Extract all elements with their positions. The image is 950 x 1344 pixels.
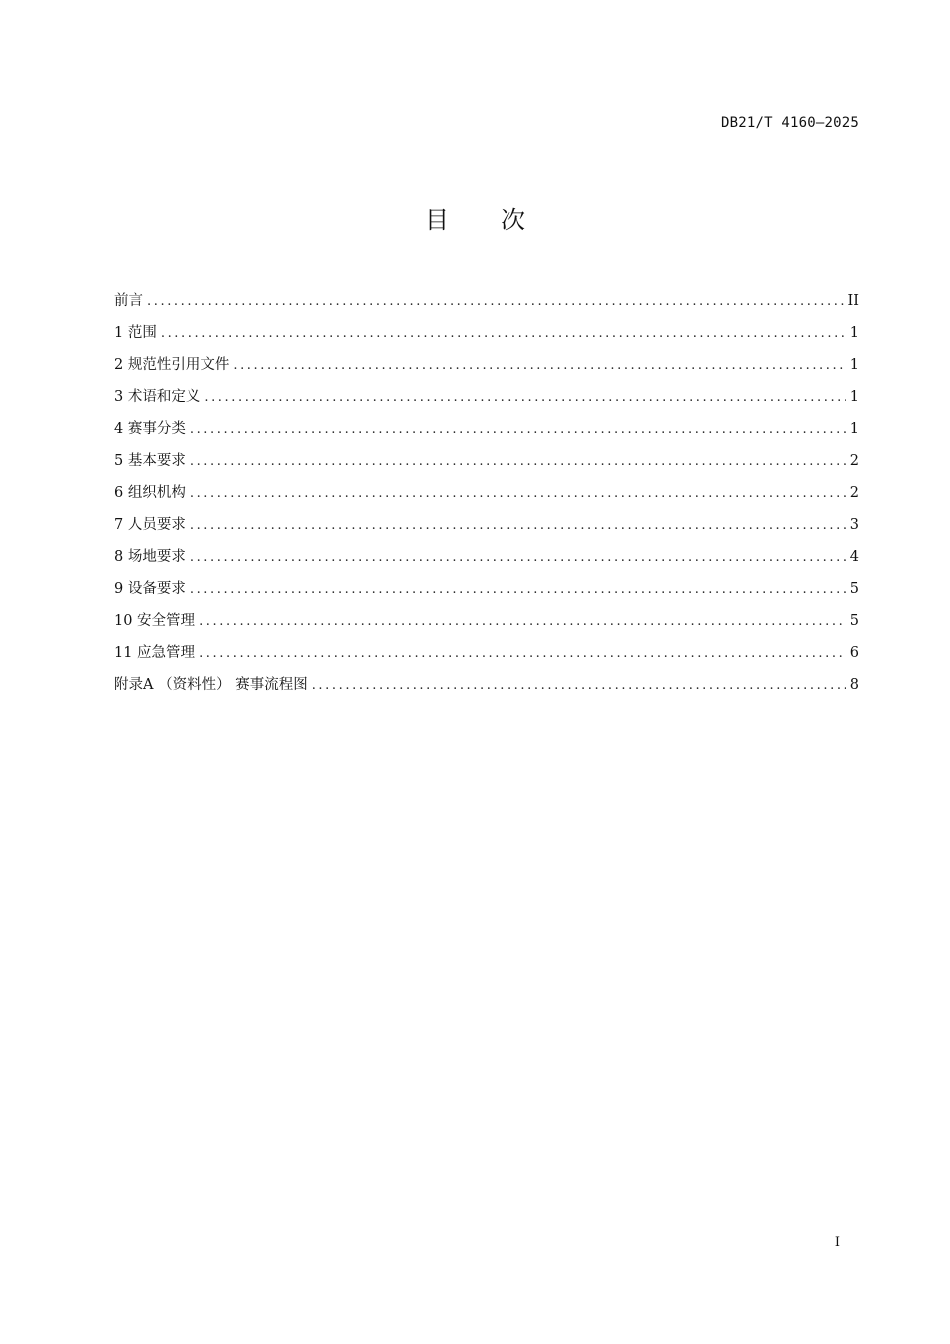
toc-leader-dots bbox=[190, 478, 846, 510]
toc-leader-dots bbox=[190, 414, 846, 446]
toc-entry-page: 1 bbox=[849, 357, 859, 373]
toc-entry-page: 8 bbox=[849, 677, 859, 693]
toc-leader-dots bbox=[147, 286, 844, 318]
toc-entry-equipment-requirements[interactable] bbox=[114, 573, 859, 605]
toc-title bbox=[0, 200, 950, 235]
toc-leader-dots bbox=[199, 606, 846, 638]
toc-leader-dots bbox=[190, 574, 846, 606]
toc-entry-label: 附录A （资料性） 赛事流程图 bbox=[114, 677, 308, 693]
toc-entry-preface[interactable] bbox=[114, 285, 859, 317]
toc-entry-label: 1 范围 bbox=[114, 325, 157, 341]
toc-leader-dots bbox=[161, 318, 846, 350]
toc-entry-page: 6 bbox=[849, 645, 859, 661]
toc-entry-label: 4 赛事分类 bbox=[114, 421, 186, 437]
toc-entry-label: 3 术语和定义 bbox=[114, 389, 201, 405]
toc-title-char-1: 目 bbox=[425, 206, 449, 234]
toc-leader-dots bbox=[312, 670, 846, 702]
toc-entry-label: 5 基本要求 bbox=[114, 453, 186, 469]
toc-entry-label: 10 安全管理 bbox=[114, 613, 196, 629]
toc-entry-emergency-management[interactable] bbox=[114, 637, 859, 669]
toc-entry-scope[interactable] bbox=[114, 317, 859, 349]
toc-entry-label: 前言 bbox=[114, 293, 143, 309]
toc-entry-page: 3 bbox=[849, 517, 859, 533]
toc-entry-page: 1 bbox=[849, 389, 859, 405]
toc-leader-dots bbox=[199, 638, 846, 670]
toc-leader-dots bbox=[190, 510, 846, 542]
toc-entry-appendix-a[interactable] bbox=[114, 669, 859, 701]
toc-title-char-2: 次 bbox=[501, 206, 525, 234]
toc-entry-event-classification[interactable] bbox=[114, 413, 859, 445]
toc-entry-basic-requirements[interactable] bbox=[114, 445, 859, 477]
toc-entry-normative-references[interactable] bbox=[114, 349, 859, 381]
toc-entry-page: 5 bbox=[849, 613, 859, 629]
toc-entry-label: 6 组织机构 bbox=[114, 485, 186, 501]
page-number: I bbox=[834, 1235, 840, 1250]
toc-entry-safety-management[interactable] bbox=[114, 605, 859, 637]
toc-entry-terms-definitions[interactable] bbox=[114, 381, 859, 413]
toc-entry-page: 1 bbox=[849, 421, 859, 437]
toc-entry-page: 1 bbox=[849, 325, 859, 341]
toc-entry-page: 2 bbox=[849, 453, 859, 469]
toc-entry-page: 5 bbox=[849, 581, 859, 597]
toc-leader-dots bbox=[233, 350, 845, 382]
toc-entry-label: 9 设备要求 bbox=[114, 581, 186, 597]
toc-entry-page: 2 bbox=[849, 485, 859, 501]
toc-entry-page: 4 bbox=[849, 549, 859, 565]
toc-entry-venue-requirements[interactable] bbox=[114, 541, 859, 573]
toc-entry-organization[interactable] bbox=[114, 477, 859, 509]
toc-entry-personnel-requirements[interactable] bbox=[114, 509, 859, 541]
document-code: DB21/T 4160—2025 bbox=[720, 115, 859, 131]
toc-leader-dots bbox=[204, 382, 845, 414]
toc-leader-dots bbox=[190, 446, 846, 478]
toc-entry-page: II bbox=[847, 293, 859, 309]
toc-entry-label: 2 规范性引用文件 bbox=[114, 357, 230, 373]
toc-entry-label: 8 场地要求 bbox=[114, 549, 186, 565]
toc-entry-label: 11 应急管理 bbox=[114, 645, 196, 661]
toc-entry-label: 7 人员要求 bbox=[114, 517, 186, 533]
toc-list bbox=[114, 285, 859, 701]
toc-leader-dots bbox=[190, 542, 846, 574]
